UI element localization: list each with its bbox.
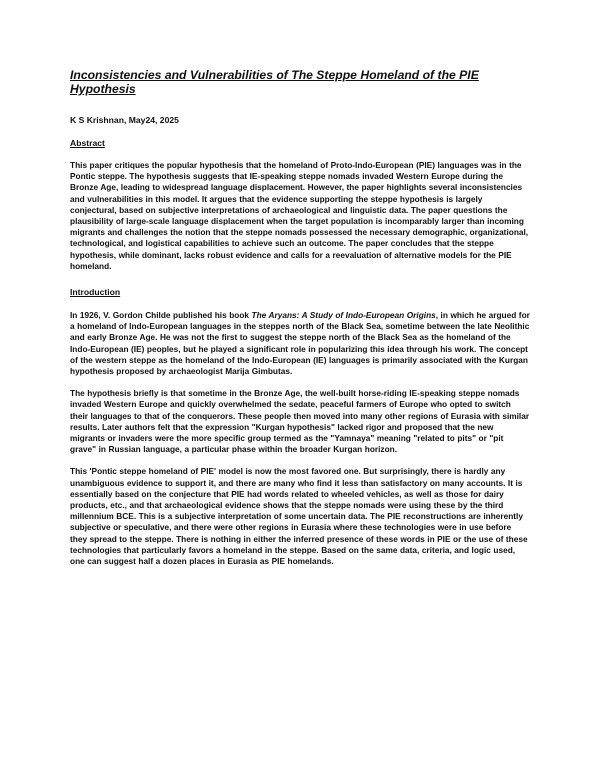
abstract-heading: Abstract [70, 138, 105, 148]
intro-paragraph-3: This 'Pontic steppe homeland of PIE' model is now the most favored one. But surprisingly, there is hardly any unambiguous evidence to support it, and there are many who find it less than satisfactory on many accounts. It is essentially based on the conjecture that PIE had words related to wheeled vehicles, as well as those for dairy products, etc., and that archaeological evidence shows that the steppe nomads were using these by the third millennium BCE. This is a subjective interpretation of some uncertain data. The PIE reconstructions are inherently subjective or speculative, and there were other regions in Eurasia where these technologies were in use before they spread to the steppe. There is nothing in either the inferred presence of these words in PIE or the use of these technologies that particularly favors a homeland in the steppe. Based on the same data, criteria, and logic used, one can suggest half a dozen places in Eurasia as PIE homelands. [70, 466, 528, 567]
intro-p1-before: In 1926, V. Gordon Childe published his book [70, 310, 252, 321]
intro-p1-after: , in which he argued for a homeland of Indo-European languages in the steppes north of the Black Sea, sometime between the late Neolithic and early Bronze Age. He was not the first to suggest the steppe north of the Black Sea as the homeland of the Indo-European (IE) peoples, but he played a significant role in popularizing this idea through his work. The concept of the western steppe as the homeland of the Indo-European (IE) languages is primarily associated with the Kurgan hypothesis proposed by archaeologist Marija Gimbutas. [70, 310, 530, 377]
introduction-heading: Introduction [70, 287, 121, 298]
intro-paragraph-1 [70, 310, 530, 377]
page-content [70, 68, 530, 567]
intro-paragraph-2: The hypothesis briefly is that sometime in the Bronze Age, the well-built horse-riding IE-speaking steppe nomads invaded Western Europe and quickly overwhelmed the sedate, peaceful farmers of Europe who opted to switch their languages to that of the conquerors. These people then moved into many other regions of Eurasia with similar results. Later authors felt that the expression "Kurgan hypothesis" lacked rigor and proposed that the new migrants or invaders were the more specific group termed as the "Yamnaya" meaning "related to pits" or "pit grave" in Russian language, a particular phase within the broader Kurgan horizon. [70, 388, 530, 455]
abstract-paragraph: This paper critiques the popular hypothesis that the homeland of Proto-Indo-European (PIE) languages was in the Pontic steppe. The hypothesis suggests that IE-speaking steppe nomads invaded Western Europe during the Bronze Age, leading to widespread language displacement. However, the paper highlights several inconsistencies and vulnerabilities in this model. It argues that the evidence supporting the steppe hypothesis is largely conjectural, based on subjective interpretations of archaeological and linguistic data. The paper questions the plausibility of large-scale language displacement when the target population is incomparably larger than incoming migrants and challenges the notion that the steppe nomads possessed the necessary demographic, organizational, technological, and logistical capabilities to achieve such an outcome. The paper concludes that the steppe hypothesis, while dominant, lacks robust evidence and calls for a reevaluation of alternative models for the PIE homeland. [70, 160, 529, 271]
book-title: The Aryans: A Study of Indo-European Origins [251, 310, 436, 321]
author-line: K S Krishnan, May24, 2025 [70, 115, 179, 125]
paper-title: Inconsistencies and Vulnerabilities of The Steppe Homeland of the PIE Hypothesis [70, 68, 479, 96]
